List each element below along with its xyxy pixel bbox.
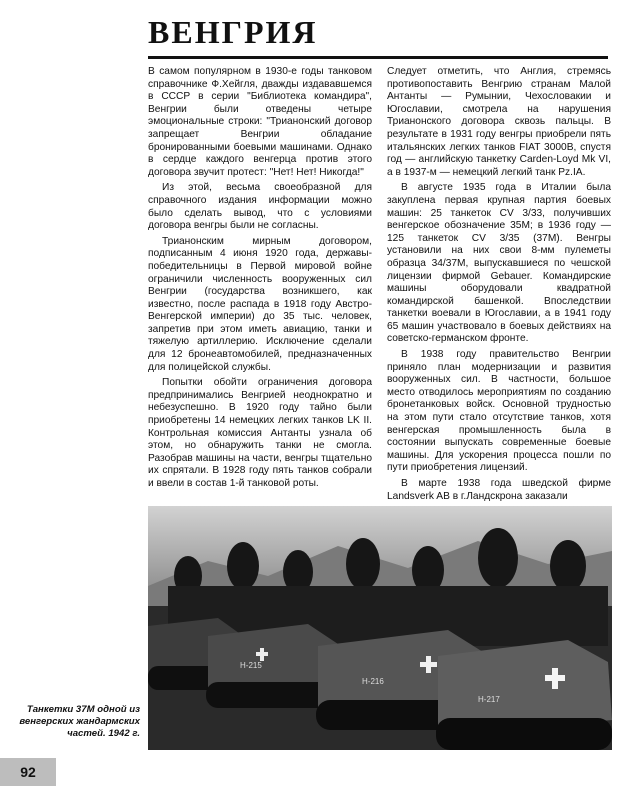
tankettes-photo — [148, 506, 612, 750]
page-title: ВЕНГРИЯ — [148, 14, 608, 59]
photo-caption: Танкетки 37М одной из венгерских жандармских частей. 1942 г. — [19, 704, 140, 739]
paragraph: В августе 1935 года в Италии была закуплена первая крупная партия боевых машин: 25 танкеток CV 3/33, получивших венгерское обозначение 35M; в 1936 году — 125 танкеток CV 3/35 (37M). Венгры установили на них свои 8-мм пулеметы образца 34/37M, выпускавшиеся по чешской лицензии фирмой Gebauer. Командирские машины оборудовали квадратной командирской башенкой. Впоследствии танкетки воевали в Югославии, а в 1941 году 65 машин участвовало в боевых действиях на советско-германском фронте. — [387, 182, 611, 345]
tankette — [436, 640, 612, 750]
paragraph: В марте 1938 года шведской фирме Landsverk AB в г.Ландскрона заказали — [387, 478, 611, 502]
paragraph: Следует отметить, что Англия, стремясь противопоставить Венгрию странам Малой Антанты — Румынии, Чехословакии и Югославии, смотрела на нарушения Трианонского договора сквозь пальцы. В результате в 1931 году венгры приобрели пять итальянских легких танков FIAT 3000B, спустя год — английскую танкетку Carden-Loyd Mk VI, а в 1937-м — немецкий легкий танк Pz.IA. — [387, 66, 611, 178]
vehicle-number: H-216 — [362, 677, 384, 686]
paragraph: В 1938 году правительство Венгрии приняло план модернизации и развития вооруженных сил. В частности, большое место отводилось мероприятиям по созданию бронетанковых войск. Основной трудностью на этом пути стало отсутствие танков, хотя венгерская промышленность была в состоянии выпускать современные боевые машины. Для ускорения процесса пошли по пути приобретения лицензий. — [387, 349, 611, 474]
paragraph: Попытки обойти ограничения договора предпринимались Венгрией неоднократно и небезуспешно. В 1920 году тайно были приобретены 14 немецких легких танков LK II. Контрольная комиссия Антанты узнала об этом, но обнаружить танки не смогла. Разобрав машины на части, венгры тщательно их спрятали. В 1928 году пять танков собрали и ввели в состав 1-й танковой роты. — [148, 377, 372, 489]
paragraph: Из этой, весьма своеобразной для справочного издания информации можно было сделать вывод, что с условиями договора венгры были не согласны. — [148, 182, 372, 232]
vehicle-number: H-217 — [478, 695, 500, 704]
vehicle-number: H-215 — [240, 661, 262, 670]
page-number: 92 — [0, 758, 56, 786]
left-text-column — [148, 66, 372, 494]
photo-illustration — [148, 506, 612, 750]
paragraph: В самом популярном в 1930-е годы танковом справочнике Ф.Хейгля, дважды издававшемся в СССР в серии "Библиотека командира", Венгрии были отведены четыре эмоциональные строки: "Трианонский договор запрещает Венгрии обладание бронированными боевыми машинами. Однако в сердце каждого венгерца против этого договора звучит протест: "Нет! Нет! Никогда!" — [148, 66, 372, 178]
right-text-column — [387, 66, 611, 506]
paragraph: Трианонским мирным договором, подписанным 4 июня 1920 года, державы-победительницы в Первой мировой войне ограничили численность вооруженных сил Венгрии (государства возникшего, как известно, после распада в 1918 году Австро-Венгерской империи) до 35 тыс. человек, запретив при этом иметь авиацию, танки и тяжелую артиллерию. Исключение сделали для 12 бронеавтомобилей, предназначенных для полицейской службы. — [148, 235, 372, 373]
